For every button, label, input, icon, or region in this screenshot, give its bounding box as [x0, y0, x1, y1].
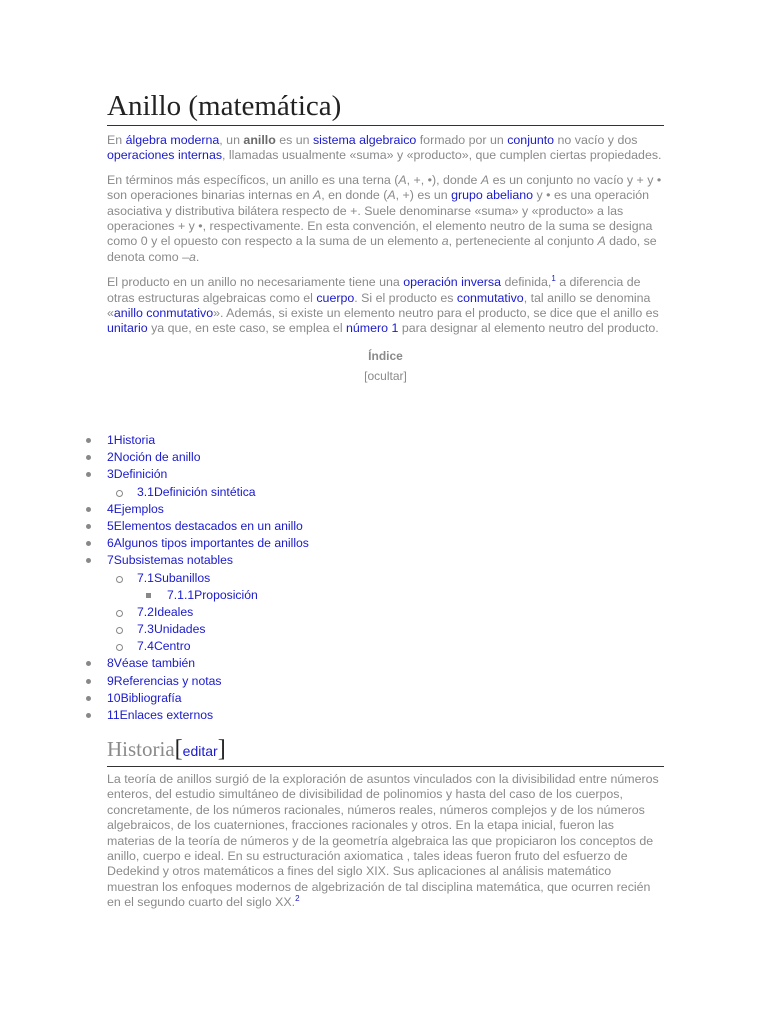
toc-label: Unidades	[153, 622, 206, 637]
text: formado por un	[416, 133, 508, 147]
text: En	[107, 133, 126, 147]
text: es un conjunto no vacío y + y • son operaciones binarias internas en	[107, 172, 662, 203]
toc-number: 10	[107, 690, 121, 705]
toc-item[interactable]	[0, 432, 700, 449]
italic: A	[312, 188, 322, 203]
historia-paragraph	[107, 772, 664, 911]
toc-item[interactable]	[0, 518, 700, 535]
toc-label: Véase también	[113, 656, 196, 671]
toc-label: Bibliografía	[120, 690, 182, 705]
toc-item[interactable]	[0, 552, 700, 569]
toc-number: 7.2	[137, 604, 154, 619]
intro-paragraph-2	[107, 173, 664, 265]
bullet-icon	[86, 713, 91, 718]
toc-number: 11	[107, 708, 120, 722]
toc-label: Proposición	[194, 587, 258, 602]
bullet-icon	[86, 541, 91, 546]
bullet-icon	[86, 507, 91, 512]
toc-subitem[interactable]	[0, 604, 700, 621]
text: La teoría de anillos surgió de la exploración de asuntos vinculados con la divisibilidad entre números enteros, del estudio simultáneo de divisibilidad de polinomios y hasta del caso de los cuerpos, concretamente, de los números racionales, números reales, números complejos y de los números algebraicos, de los cuaterniones, fracciones racionales y otros. En la etapa inicial, fueron las materias de la teoría de números y de la geometría algebraica las que propiciaron los conceptos de anillo, cuerpo e ideal. En su estructuración axiomatica , tales ideas fueron fruto del esfuerzo de Dedekind y otros matemáticos a fines del siglo XIX. Sus aplicaciones al análisis matemático muestran los enfoques modernos de algebrización de tal disciplina matemática, que ocurren recién en el segundo cuarto del siglo XX.	[107, 772, 659, 910]
toc-subitem[interactable]	[0, 621, 700, 638]
reference-1[interactable]: 1	[551, 274, 556, 284]
text: definida,	[501, 275, 552, 290]
toc-number: 7.3	[137, 622, 154, 637]
toc-label: Historia	[113, 433, 156, 447]
text: no vacío y dos	[554, 133, 638, 147]
reference-2[interactable]: 2	[295, 894, 300, 904]
bullet-icon	[86, 679, 91, 684]
link-unitario[interactable]: unitario	[107, 321, 148, 336]
toc-item[interactable]	[0, 449, 700, 466]
text: , +, •), donde	[406, 172, 481, 187]
intro-paragraph-1	[107, 133, 664, 164]
bullet-icon	[86, 558, 91, 563]
toc-number: 1	[107, 433, 114, 447]
toc-label: Definición	[113, 467, 168, 482]
toc-item[interactable]	[0, 535, 700, 552]
toc-title: Índice	[368, 348, 403, 363]
text: , en donde (	[321, 188, 388, 203]
toc-number: 7	[107, 553, 114, 568]
toc-label: Algunos tipos importantes de anillos	[113, 536, 309, 551]
circle-bullet-icon	[116, 627, 123, 634]
text: , un	[219, 133, 244, 147]
italic: A	[480, 172, 490, 187]
text: , perteneciente al conjunto	[448, 234, 598, 249]
toc-number: 6	[107, 536, 114, 551]
link-conjunto[interactable]: conjunto	[507, 133, 555, 147]
bold-term: anillo	[243, 133, 276, 147]
toc-number: 3.1	[137, 484, 154, 499]
text: . Si el producto es	[354, 290, 457, 305]
text: , tal anillo se denomina «	[107, 290, 651, 321]
text: y • es una operación asociativa y distributiva bilátera respecto de +. Suele denominarse «suma» y «producto» a las operaciones + y •, respectivamente. En esta convención, el elemento neutro de la suma se designa como 0 y el opuesto con respecto a la suma de un elemento	[107, 188, 653, 249]
toc-label: Subanillos	[153, 570, 211, 585]
text: para designar al elemento neutro del producto.	[398, 321, 659, 336]
text: dado, se denota como –	[107, 234, 657, 264]
edit-link[interactable]: editar	[182, 743, 218, 759]
toc-label: Centro	[153, 639, 191, 654]
circle-bullet-icon	[116, 644, 123, 651]
bullet-icon	[86, 455, 91, 460]
toc-item[interactable]	[0, 655, 700, 672]
bracket: ]	[217, 736, 226, 762]
text: En términos más específicos, un anillo es una terna (	[107, 172, 399, 187]
table-of-contents	[0, 432, 700, 724]
link-anillo-conmutativo[interactable]: anillo conmutativo	[113, 306, 214, 321]
link-grupo-abeliano[interactable]: grupo abeliano	[451, 188, 534, 203]
toc-subsubitem[interactable]	[0, 587, 700, 604]
bullet-icon	[86, 438, 91, 443]
text: El producto en un anillo no necesariamente tiene una	[107, 275, 404, 290]
toc-number: 7.4	[137, 639, 154, 654]
toc-label: Elementos destacados en un anillo	[113, 518, 303, 533]
toc-number: 4	[107, 501, 114, 516]
square-bullet-icon	[146, 593, 151, 598]
toc-hide-toggle[interactable]: [ocultar]	[364, 368, 407, 383]
italic: A	[387, 188, 396, 203]
bullet-icon	[86, 472, 91, 477]
text: .	[195, 249, 200, 264]
page-title: Anillo (matemática)	[107, 88, 664, 126]
link-operacion-inversa[interactable]: operación inversa	[403, 275, 502, 290]
toc-label: Noción de anillo	[113, 450, 201, 465]
link-sistema-algebraico[interactable]: sistema algebraico	[312, 133, 417, 147]
section-title: Historia	[107, 737, 175, 761]
text: , +) es un	[395, 188, 452, 203]
article	[107, 88, 664, 383]
circle-bullet-icon	[116, 490, 123, 497]
bullet-icon	[86, 524, 91, 529]
italic: a	[441, 234, 449, 249]
toc-label: Definición sintética	[153, 484, 256, 499]
text: , llamadas usualmente «suma» y «producto», que cumplen ciertas propiedades.	[222, 148, 662, 163]
link-operaciones-internas[interactable]: operaciones internas	[107, 148, 223, 163]
bracket: [	[174, 736, 183, 762]
circle-bullet-icon	[116, 610, 123, 617]
toc-item[interactable]	[0, 673, 700, 690]
section-historia	[107, 736, 664, 911]
text: es un	[275, 133, 313, 147]
link-algebra-moderna[interactable]: álgebra moderna	[125, 133, 220, 147]
italic: a	[188, 249, 196, 264]
link-numero-1[interactable]: número 1	[346, 321, 399, 336]
toc-label: Subsistemas notables	[113, 553, 234, 568]
toc-subitem[interactable]	[0, 484, 700, 501]
text: a diferencia de otras estructuras algebraicas como el	[107, 275, 641, 305]
toc-header	[107, 349, 664, 383]
bullet-icon	[86, 696, 91, 701]
bullet-icon	[86, 661, 91, 666]
toc-number: 2	[107, 450, 114, 465]
toc-item[interactable]	[0, 501, 700, 518]
toc-label: Enlaces externos	[119, 708, 214, 722]
section-heading	[107, 736, 664, 767]
intro-paragraph-3	[107, 275, 664, 337]
toc-subitem[interactable]	[0, 638, 700, 655]
italic: A	[398, 172, 407, 187]
toc-number: 3	[107, 467, 114, 482]
toc-subitem[interactable]	[0, 570, 700, 587]
toc-item[interactable]	[0, 690, 700, 707]
toc-label: Referencias y notas	[113, 673, 222, 688]
italic: A	[597, 234, 606, 249]
toc-number: 9	[107, 673, 114, 688]
toc-label: Ideales	[153, 604, 194, 619]
toc-number: 7.1.1	[167, 587, 195, 602]
link-cuerpo[interactable]: cuerpo	[316, 290, 355, 305]
toc-number: 8	[107, 656, 114, 671]
link-conmutativo[interactable]: conmutativo	[456, 290, 524, 305]
text: ya que, en este caso, se emplea el	[147, 321, 347, 336]
toc-number: 7.1	[137, 570, 154, 585]
toc-item[interactable]	[0, 707, 700, 724]
text: ». Además, si existe un elemento neutro para el producto, se dice que el anillo es	[213, 306, 659, 321]
circle-bullet-icon	[116, 576, 123, 583]
toc-item[interactable]	[0, 466, 700, 483]
toc-number: 5	[107, 518, 114, 533]
toc-label: Ejemplos	[113, 501, 164, 516]
